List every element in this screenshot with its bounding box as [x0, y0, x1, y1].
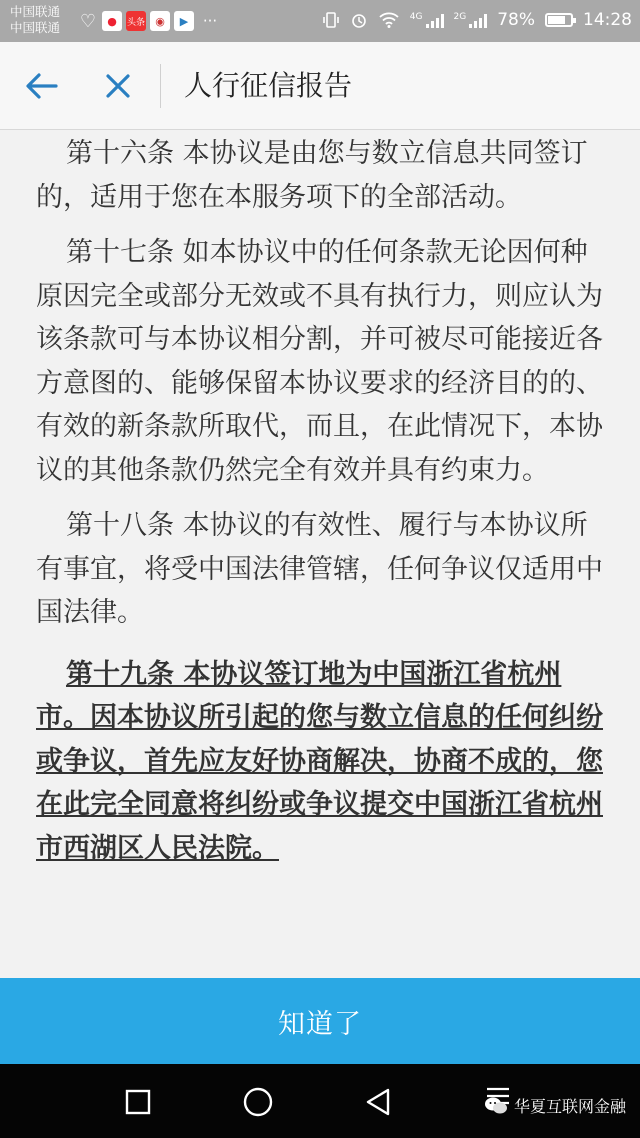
weibo-icon: ● [102, 11, 122, 31]
toutiao-icon: 头条 [126, 11, 146, 31]
app-header [0, 42, 640, 130]
close-button[interactable] [92, 60, 144, 112]
more-notifications-icon: ··· [202, 12, 218, 30]
arrow-left-icon [25, 72, 59, 100]
carrier-2: 中国联通 [10, 20, 61, 35]
notification-icons [78, 11, 222, 31]
article-19: 第十九条 本协议签订地为中国浙江省杭州市。因本协议所引起的您与数立信息的任何纠纷或争议，首先应友好协商解决，协商不成的，您在此完全同意将纠纷或争议提交中国浙江省杭州市西湖区人民法院。 [36, 658, 603, 864]
carrier-info [10, 4, 60, 36]
watermark-text: 华夏互联网金融 [513, 1097, 626, 1116]
carrier-1: 中国联通 [10, 4, 61, 19]
square-icon [124, 1088, 152, 1116]
clock: 14:28 [583, 10, 632, 30]
article-18: 第十八条 本协议的有效性、履行与本协议所有事宜，将受中国法律管辖，任何争议仅适用中国法律。 [36, 510, 603, 628]
recent-apps-button[interactable] [116, 1080, 160, 1124]
signal-icon-2 [454, 12, 488, 28]
circle-icon [242, 1086, 274, 1118]
heart-icon: ♡ [79, 10, 97, 32]
header-divider [160, 64, 161, 108]
status-indicators [322, 10, 632, 30]
triangle-back-icon [364, 1087, 392, 1117]
battery-percent: 78% [497, 10, 535, 30]
network-type-1: 4G [409, 12, 423, 22]
play-icon: ▶ [174, 11, 194, 31]
agreement-content[interactable] [0, 130, 640, 978]
signal-icon-1 [410, 12, 444, 28]
article-16: 第十六条 本协议是由您与数立信息共同签订的，适用于您在本服务项下的全部活动。 [36, 138, 588, 213]
alarm-icon [350, 11, 368, 29]
location-icon: ◉ [150, 11, 170, 31]
navigation-bar [0, 1064, 640, 1138]
home-button[interactable] [236, 1080, 280, 1124]
status-bar [0, 0, 640, 42]
confirm-button[interactable]: 知道了 [0, 978, 640, 1064]
back-button[interactable] [16, 60, 68, 112]
nav-back-button[interactable] [356, 1080, 400, 1124]
article-17: 第十七条 如本协议中的任何条款无论因何种原因完全或部分无效或不具有执行力，则应认为该条款可与本协议相分割，并可被尽可能接近各方意图的、能够保留本协议要求的经济目的的、有效的新条款所取代，而且，在此情况下，本协议的其他条款仍然完全有效并具有约束力。 [36, 237, 603, 486]
close-icon [104, 72, 132, 100]
page-title: 人行征信报告 [184, 69, 353, 102]
watermark [484, 1094, 626, 1117]
battery-icon [545, 13, 573, 27]
network-type-2: 2G [453, 12, 467, 22]
wifi-icon [378, 11, 400, 29]
vibrate-icon [322, 11, 340, 29]
wechat-icon [484, 1096, 508, 1116]
